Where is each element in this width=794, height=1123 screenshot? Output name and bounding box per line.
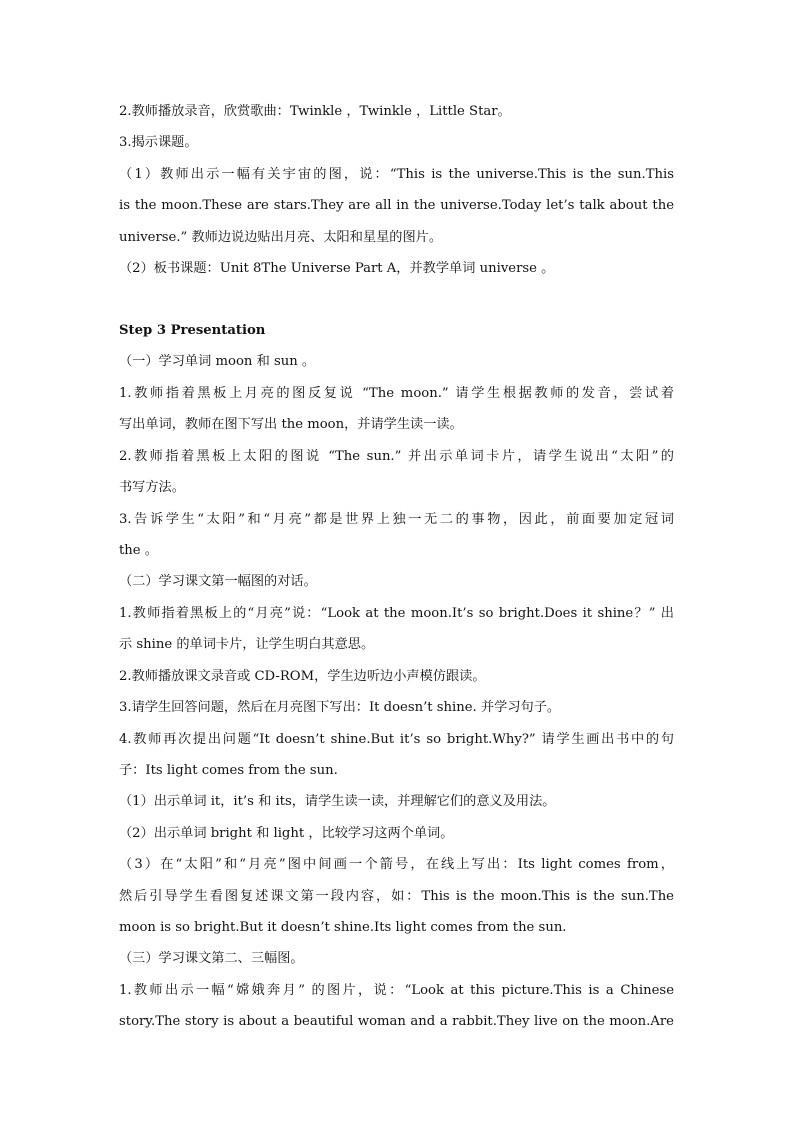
text-line: 子：Its light comes from the sun. [119, 763, 338, 778]
text-line: （二）学习课文第一幅图的对话。 [119, 574, 317, 589]
text-line: 示 shine 的单词卡片，让学生明白其意思。 [119, 637, 375, 652]
text-line: （2）出示单词 bright 和 light ，比较学习这两个单词。 [119, 826, 454, 841]
text-line: 3.告诉学生“太阳”和“月亮”都是世界上独一无二的事物，因此，前面要加定冠词 [119, 512, 674, 527]
text-line: 书写方法。 [119, 480, 185, 495]
text-line: 2.教师播放课文录音或 CD-ROM，学生边听边小声模仿跟读。 [119, 669, 486, 684]
text-line: universe.” 教师边说边贴出月亮、太阳和星星的图片。 [119, 230, 443, 245]
text-line: 1.教师指着黑板上的“月亮”说：“Look at the moon.It’s so bright.Does it shine？” 出 [119, 606, 674, 621]
text-line: 2.教师指着黑板上太阳的图说 “The sun.” 并出示单词卡片，请学生说出“太阳”的 [119, 449, 674, 464]
text-line: 4.教师再次提出问题“It doesn’t shine.But it’s so bright.Why?” 请学生画出书中的句 [119, 732, 674, 747]
section-heading: Step 3 Presentation [119, 323, 266, 338]
text-line: （3）在“太阳”和“月亮”图中间画一个箭号，在线上写出：Its light comes from， [119, 857, 674, 872]
text-line: is the moon.These are stars.They are all in the universe.Today let’s talk about the [119, 198, 674, 213]
text-line: moon is so bright.But it doesn’t shine.Its light comes from the sun. [119, 920, 567, 935]
text-line: 写出单词，教师在图下写出 the moon，并请学生读一读。 [119, 417, 463, 432]
text-line: 1.教师指着黑板上月亮的图反复说 “The moon.” 请学生根据教师的发音，尝试着 [119, 386, 674, 401]
text-line: story.The story is about a beautiful woman and a rabbit.They live on the moon.Are [119, 1014, 674, 1029]
text-line: （一）学习单词 moon 和 sun 。 [119, 354, 316, 369]
text-line: 3.揭示课题。 [119, 135, 198, 150]
text-line: （1）出示单词 it，it’s 和 its，请学生读一读，并理解它们的意义及用法。 [119, 794, 556, 809]
text-line: the 。 [119, 543, 158, 558]
text-line: 2.教师播放录音，欣赏歌曲：Twinkle ，Twinkle ，Little Star。 [119, 104, 511, 119]
text-line: 3.请学生回答问题，然后在月亮图下写出：It doesn’t shine. 并学习句子。 [119, 700, 561, 715]
text-line: 然后引导学生看图复述课文第一段内容，如：This is the moon.This is the sun.The [119, 889, 674, 904]
text-line: 1.教师出示一幅“嫦娥奔月” 的图片，说：“Look at this picture.This is a Chinese [119, 983, 674, 998]
text-line: （2）板书课题：Unit 8The Universe Part A，并教学单词 universe 。 [119, 261, 555, 276]
text-line: （三）学习课文第二、三幅图。 [119, 951, 304, 966]
text-line: （1）教师出示一幅有关宇宙的图，说：“This is the universe.This is the sun.This [119, 167, 674, 182]
